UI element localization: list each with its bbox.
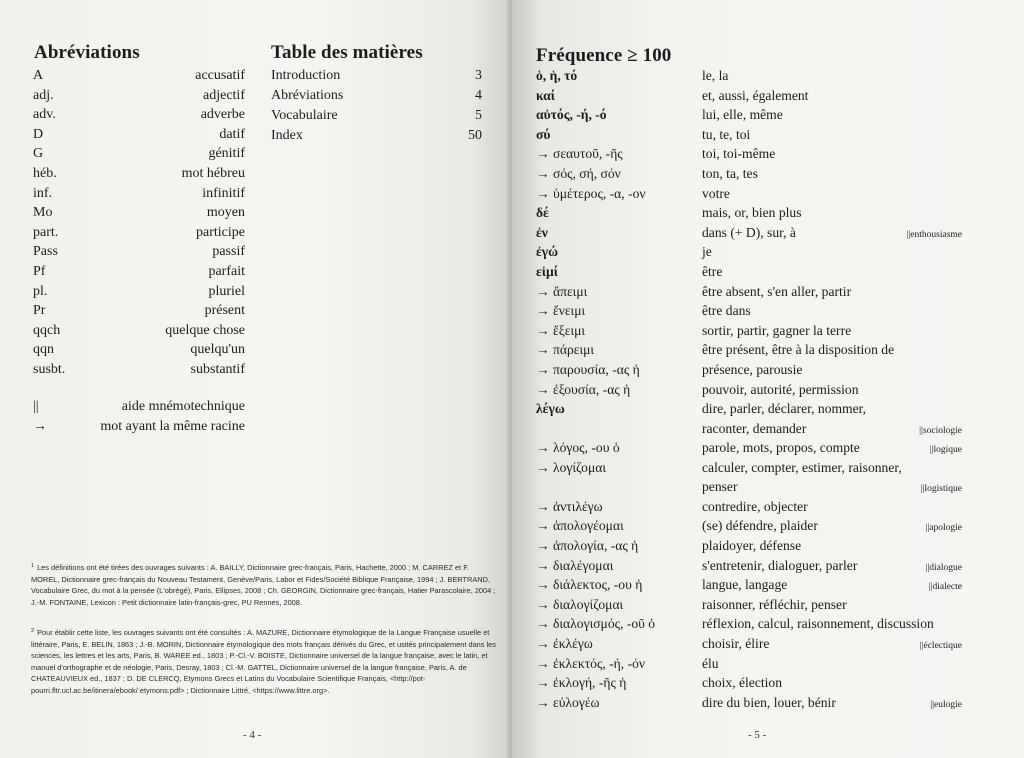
- french-translation: choix, élection: [702, 675, 783, 691]
- abbreviation-row: [33, 360, 245, 380]
- abbreviation-row: [33, 164, 245, 184]
- symbol-row: [33, 417, 245, 437]
- left-page: [0, 0, 510, 758]
- symbol-meaning: aide mnémotechnique: [121, 399, 245, 414]
- abbreviation-meaning: infinitif: [202, 185, 245, 201]
- vocab-entry: [536, 575, 962, 595]
- greek-word: αὐτός, -ή, -ό: [536, 107, 607, 123]
- vocab-entry: [536, 693, 962, 713]
- abbreviation-meaning: quelque chose: [165, 322, 245, 338]
- greek-word: λέγω: [536, 401, 565, 417]
- vocab-entry: [536, 86, 962, 106]
- greek-word: σύ: [536, 126, 551, 142]
- greek-word: → ἐξουσία, -ας ἡ: [536, 381, 631, 397]
- greek-word: → παρουσία, -ας ἡ: [536, 361, 640, 377]
- mnemonic-note: ||apologie: [925, 523, 962, 534]
- toc-entry-page: 50: [468, 128, 482, 143]
- french-translation: pouvoir, autorité, permission: [702, 381, 859, 397]
- toc-entry[interactable]: [271, 106, 482, 126]
- vocab-entry: [536, 242, 962, 262]
- french-translation: présence, parousie: [702, 361, 803, 377]
- vocab-entry: [536, 654, 962, 674]
- french-translation: ton, ta, tes: [702, 165, 758, 181]
- toc-entry-label: Introduction: [271, 68, 341, 83]
- abbreviation: pl.: [33, 283, 48, 299]
- vocab-entry: [536, 497, 962, 517]
- french-translation: le, la: [702, 68, 729, 83]
- french-translation: toi, toi-même: [702, 146, 776, 162]
- abbreviation: Pr: [33, 303, 46, 319]
- mnemonic-note: ||éclectique: [919, 641, 962, 652]
- symbol: →: [33, 419, 47, 434]
- abbreviation: Mo: [33, 205, 53, 221]
- vocab-entry: [536, 66, 962, 86]
- french-translation: contredire, objecter: [702, 498, 808, 514]
- greek-word: → ἐκλογή, -ῆς ἡ: [536, 675, 627, 691]
- french-translation: raconter, demander: [702, 420, 807, 436]
- greek-word: → διαλέγομαι: [536, 557, 614, 573]
- vocab-entry: [536, 419, 962, 439]
- vocab-entry: [536, 536, 962, 556]
- mnemonic-note: ||dialecte: [928, 582, 962, 593]
- frequency-heading: Fréquence ≥ 100: [536, 45, 672, 66]
- toc-entry-page: 4: [475, 88, 482, 103]
- abbreviation-meaning: mot hébreu: [181, 165, 245, 181]
- abbreviation-meaning: quelqu'un: [190, 342, 245, 358]
- abbreviations-heading: Abréviations: [34, 42, 140, 63]
- french-translation: (se) défendre, plaider: [702, 518, 818, 534]
- french-translation: mais, or, bien plus: [702, 205, 802, 221]
- greek-word: → ἐκλέγω: [536, 636, 593, 652]
- abbreviation-meaning: moyen: [206, 205, 245, 221]
- mnemonic-note: ||logique: [929, 445, 962, 456]
- symbols-legend: [33, 397, 245, 437]
- abbreviation: A: [33, 68, 44, 83]
- greek-word: → διαλογισμός, -οῦ ὁ: [536, 616, 656, 632]
- vocab-entry: [536, 595, 962, 615]
- vocab-entry: [536, 184, 962, 204]
- abbreviation-meaning: accusatif: [195, 68, 245, 83]
- mnemonic-note: ||logistique: [920, 483, 962, 494]
- french-translation: s'entretenir, dialoguer, parler: [702, 557, 858, 573]
- vocab-entry: [536, 164, 962, 184]
- abbreviation: Pf: [33, 263, 46, 279]
- french-translation: sortir, partir, gagner la terre: [702, 322, 852, 338]
- abbreviation-row: [33, 262, 245, 282]
- abbreviation-meaning: participe: [196, 224, 245, 240]
- abbreviation-row: [33, 203, 245, 223]
- greek-word: καί: [536, 87, 555, 103]
- vocab-entry: [536, 105, 962, 125]
- greek-word: δέ: [536, 205, 549, 221]
- vocab-entry: [536, 144, 962, 164]
- french-translation: élu: [702, 655, 719, 671]
- footnote-1: [31, 561, 497, 608]
- french-translation: dire, parler, déclarer, nommer,: [702, 401, 867, 417]
- abbreviation-row: [33, 86, 245, 106]
- greek-word: ἐν: [536, 224, 548, 240]
- french-translation: parole, mots, propos, compte: [702, 440, 860, 456]
- french-translation: plaidoyer, défense: [702, 538, 802, 554]
- abbreviation: G: [33, 146, 44, 162]
- mnemonic-note: ||dialogue: [925, 562, 962, 573]
- greek-word: → διαλογίζομαι: [536, 596, 624, 612]
- french-translation: lui, elle, même: [702, 107, 783, 123]
- toc-entry[interactable]: [271, 126, 482, 146]
- mnemonic-note: ||enthousiasme: [906, 229, 962, 240]
- symbol-meaning: mot ayant la même racine: [100, 419, 245, 434]
- vocab-entry: [536, 360, 962, 380]
- abbreviation: Pass: [33, 244, 58, 260]
- abbreviation-meaning: passif: [212, 244, 245, 260]
- abbreviation-row: [33, 242, 245, 262]
- abbreviation-meaning: génitif: [208, 146, 245, 162]
- greek-word: → σός, σή, σόν: [536, 165, 621, 181]
- abbreviation: inf.: [33, 185, 53, 201]
- greek-word: → ἐκλεκτός, -ή, -όν: [536, 655, 646, 671]
- abbreviation-meaning: adverbe: [200, 107, 245, 123]
- french-translation: raisonner, réfléchir, penser: [702, 596, 847, 612]
- greek-word: ὁ, ἡ, τό: [536, 68, 578, 83]
- table-of-contents: [271, 66, 482, 146]
- vocab-entry: [536, 673, 962, 693]
- page-number-left: - 4 -: [243, 729, 262, 741]
- vocab-entry: [536, 556, 962, 576]
- footnote-2: [31, 626, 497, 697]
- french-translation: calculer, compter, estimer, raisonner, penser: [702, 459, 902, 495]
- abbreviation: héb.: [33, 165, 57, 181]
- greek-word: → ἀντιλέγω: [536, 498, 603, 514]
- french-translation: être: [702, 263, 723, 279]
- abbreviation: qqn: [33, 342, 54, 358]
- abbreviation: qqch: [33, 322, 61, 338]
- vocab-entry: [536, 282, 962, 302]
- abbreviation-row: [33, 66, 245, 86]
- toc-entry-label: Abréviations: [271, 88, 344, 103]
- abbreviation: D: [33, 126, 44, 142]
- abbreviation-row: [33, 144, 245, 164]
- french-translation: dans (+ D), sur, à: [702, 224, 796, 240]
- mnemonic-note: ||eulogie: [930, 699, 962, 710]
- toc-entry-page: 3: [475, 68, 482, 83]
- abbreviation-meaning: pluriel: [208, 283, 245, 299]
- abbreviation-row: [33, 184, 245, 204]
- page-number-right: - 5 -: [748, 729, 767, 741]
- vocab-entry: [536, 634, 962, 654]
- french-translation: tu, te, toi: [702, 126, 751, 142]
- abbreviation-row: [33, 282, 245, 302]
- toc-entry-label: Index: [271, 128, 303, 143]
- greek-word: → εὐλογέω: [536, 694, 600, 710]
- vocab-entry: [536, 399, 962, 419]
- abbreviation-row: [33, 223, 245, 243]
- vocab-entry: [536, 223, 962, 243]
- french-translation: votre: [702, 185, 730, 201]
- french-translation: choisir, élire: [702, 636, 770, 652]
- greek-word: → λογίζομαι: [536, 459, 607, 475]
- french-translation: être dans: [702, 303, 751, 319]
- vocab-entry: [536, 458, 962, 497]
- french-translation: et, aussi, également: [702, 87, 809, 103]
- toc-heading: Table des matières: [271, 42, 423, 63]
- symbol: ||: [33, 399, 39, 414]
- greek-word: → ἄπειμι: [536, 283, 588, 299]
- abbreviation-meaning: présent: [204, 303, 245, 319]
- abbreviation: part.: [33, 224, 59, 240]
- abbreviation-row: [33, 105, 245, 125]
- abbreviation-meaning: substantif: [190, 361, 245, 377]
- footnote-2-text: Pour établir cette liste, les ouvrages suivants ont été consultés : A. MAZURE, Dictionnaire étymologique de la Langue Française usuelle et littéraire, Paris, E. BELIN, 1863 ; J.-B. MORIN, Dictionnaire étymologique des mots français dérivés du Grec, et usités principalement dans les sciences, les lettres et les arts, Paris, B. WAREE ed., 1803 ; P.-Cl.-V. BOISTE, Dictionnaire universel de la langue française, avec le latin, et manuel d'orthographe et de néologie, Paris, Desray, 1803 ; Cl.-M. GATTEL, Dictionnaire universel de la langue française, Paris, A. de CHATEAUVIEUX ed., 1837 ; D. DE CLERCQ, Etymons Grecs et Latins du Vocabulaire Scientifique Français, <http://pot-pourri.fltr.ucl.ac.be/itinera/ebook/ etymons.pdf> ; Dictionnaire Littré, <https://www.littre.org>.: [31, 628, 496, 695]
- greek-word: → διάλεκτος, -ου ἡ: [536, 577, 643, 593]
- french-translation: réflexion, calcul, raisonnement, discussion: [702, 616, 934, 632]
- greek-word: εἰμί: [536, 263, 558, 279]
- french-translation: je: [702, 244, 712, 260]
- abbreviation: susbt.: [33, 361, 66, 377]
- greek-word: → λόγος, -ου ὁ: [536, 440, 620, 456]
- toc-entry[interactable]: [271, 66, 482, 86]
- vocab-entry: [536, 516, 962, 536]
- toc-entry[interactable]: [271, 86, 482, 106]
- french-translation: être présent, être à la disposition de: [702, 342, 895, 358]
- abbreviation-meaning: adjectif: [203, 87, 245, 103]
- abbreviation-row: [33, 340, 245, 360]
- abbreviations-list: [33, 66, 245, 380]
- abbreviation-row: [33, 321, 245, 341]
- greek-word: → πάρειμι: [536, 342, 595, 358]
- symbol-row: [33, 397, 245, 417]
- vocab-entry: [536, 321, 962, 341]
- greek-word: → ἀπολογία, -ας ἡ: [536, 538, 639, 554]
- toc-entry-page: 5: [475, 108, 482, 123]
- abbreviation-meaning: datif: [219, 126, 245, 142]
- vocab-entry: [536, 614, 962, 634]
- vocab-entry: [536, 438, 962, 458]
- vocab-entry: [536, 340, 962, 360]
- abbreviation-meaning: parfait: [208, 263, 245, 279]
- vocabulary-list: [536, 66, 962, 712]
- toc-entry-label: Vocabulaire: [271, 108, 338, 123]
- greek-word: ἐγώ: [536, 244, 559, 260]
- abbreviation: adv.: [33, 107, 56, 123]
- vocab-entry: [536, 301, 962, 321]
- greek-word: → σεαυτοῦ, -ῆς: [536, 146, 623, 162]
- abbreviation-row: [33, 301, 245, 321]
- footnote-1-mark: 1: [31, 563, 35, 569]
- mnemonic-note: ||sociologie: [919, 425, 962, 436]
- footnote-1-text: Les définitions ont été tirées des ouvrages suivants : A. BAILLY, Dictionnaire grec-français, Paris, Hachette, 2000 ; M. CARREZ et F. MOREL, Dictionnaire grec-français du Nouveau Testament, Genève/Paris, Labor et Fides/Société Biblique Française, 1994 ; J. BERTRAND, Vocabulaire Grec, du mot à la pensée (L'obrégé), Paris, Ellipses, 2008 ; Ch. GEORGIN, Dictionnaire grec-français, Hatier Parascolaire, 2004 ; J.-M. FONTAINE, Lexicon : Petit dictionnaire latin-français-grec, PU Rennes, 2008.: [31, 563, 496, 607]
- greek-word: → ἔνειμι: [536, 303, 586, 319]
- greek-word: → ἔξειμι: [536, 322, 586, 338]
- french-translation: être absent, s'en aller, partir: [702, 283, 852, 299]
- abbreviation: adj.: [33, 87, 54, 103]
- vocab-entry: [536, 380, 962, 400]
- french-translation: dire du bien, louer, bénir: [702, 694, 836, 710]
- abbreviation-row: [33, 125, 245, 145]
- vocab-entry: [536, 203, 962, 223]
- french-translation: langue, langage: [702, 577, 788, 593]
- greek-word: → ὑμέτερος, -α, -ον: [536, 185, 646, 201]
- vocab-entry: [536, 125, 962, 145]
- greek-word: → ἀπολογέομαι: [536, 518, 624, 534]
- vocab-entry: [536, 262, 962, 282]
- footnote-2-mark: 2: [31, 628, 35, 634]
